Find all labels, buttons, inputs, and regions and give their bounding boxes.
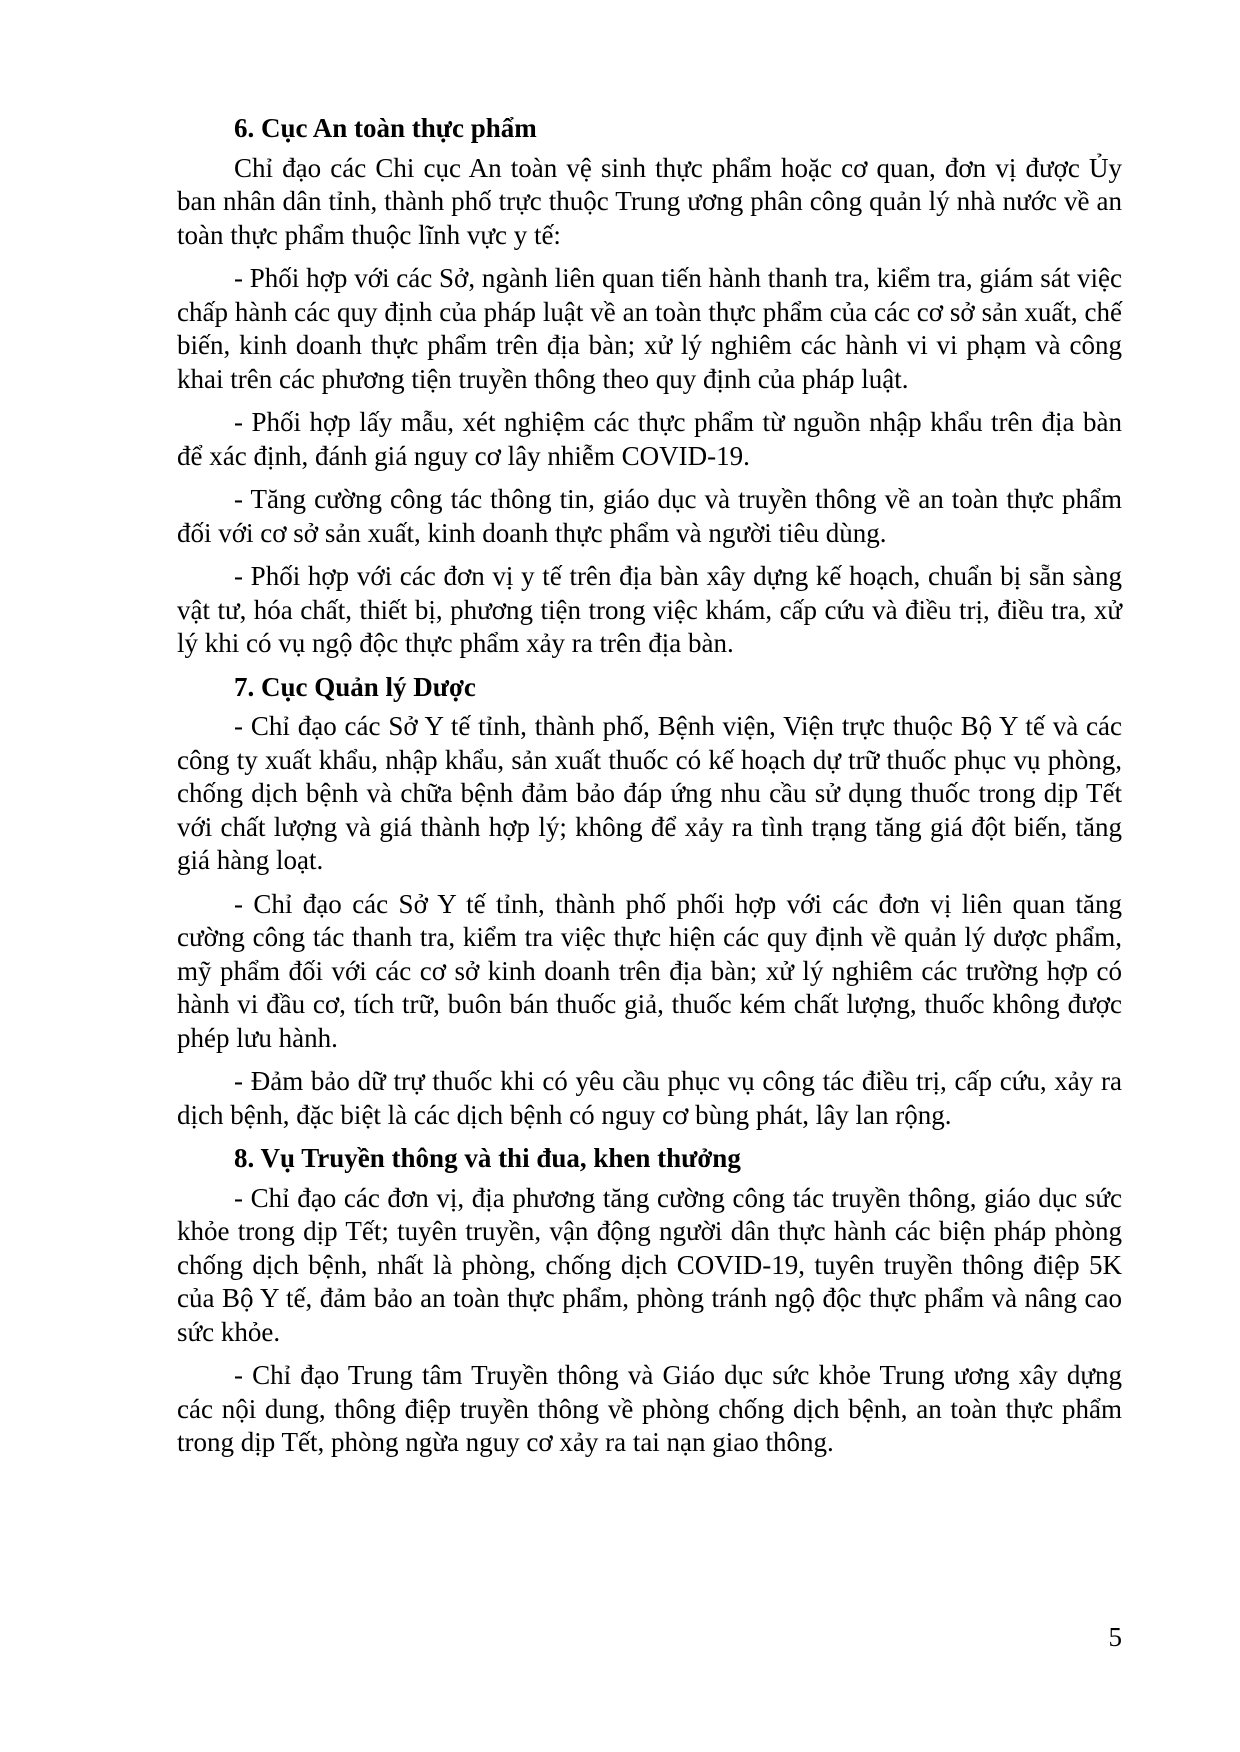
section-heading: 6. Cục An toàn thực phẩm bbox=[234, 113, 537, 143]
page-number: 5 bbox=[1108, 1622, 1122, 1652]
section-communication bbox=[177, 1142, 1122, 1460]
section-heading: 7. Cục Quản lý Dược bbox=[234, 671, 476, 702]
document-page bbox=[177, 112, 1122, 1470]
section-food-safety bbox=[177, 112, 1122, 661]
paragraph: - Tăng cường công tác thông tin, giáo dục và truyền thông về an toàn thực phẩm đối với cơ sở sản xuất, kinh doanh thực phẩm và người tiêu dùng. bbox=[177, 484, 1122, 548]
paragraph: - Phối hợp lấy mẫu, xét nghiệm các thực phẩm từ nguồn nhập khẩu trên địa bàn để xác định, đánh giá nguy cơ lây nhiễm COVID-19. bbox=[177, 407, 1122, 471]
paragraph: - Phối hợp với các đơn vị y tế trên địa bàn xây dựng kế hoạch, chuẩn bị sẵn sàng vật tư, hóa chất, thiết bị, phương tiện trong việc khám, cấp cứu và điều trị, điều tra, xử lý khi có vụ ngộ độc thực phẩm xảy ra trên địa bàn. bbox=[177, 561, 1122, 658]
paragraph: - Chỉ đạo Trung tâm Truyền thông và Giáo dục sức khỏe Trung ương xây dựng các nội dung, thông điệp truyền thông về phòng chống dịch bệnh, an toàn thực phẩm trong dịp Tết, phòng ngừa nguy cơ xảy ra tai nạn giao thông. bbox=[177, 1360, 1122, 1457]
section-drug-administration bbox=[177, 671, 1122, 1133]
paragraph: - Chỉ đạo các đơn vị, địa phương tăng cường công tác truyền thông, giáo dục sức khỏe trong dịp Tết; tuyên truyền, vận động người dân thực hành các biện pháp phòng chống dịch bệnh, nhất là phòng, chống dịch COVID-19, tuyên truyền thông điệp 5K của Bộ Y tế, đảm bảo an toàn thực phẩm, phòng tránh ngộ độc thực phẩm và nâng cao sức khỏe. bbox=[177, 1182, 1122, 1347]
section-heading: 8. Vụ Truyền thông và thi đua, khen thưởng bbox=[234, 1143, 741, 1173]
paragraph: Chỉ đạo các Chi cục An toàn vệ sinh thực phẩm hoặc cơ quan, đơn vị được Ủy ban nhân dân tỉnh, thành phố trực thuộc Trung ương phân công quản lý nhà nước về an toàn thực phẩm thuộc lĩnh vực y tế: bbox=[177, 152, 1122, 250]
paragraph: - Chỉ đạo các Sở Y tế tỉnh, thành phố phối hợp với các đơn vị liên quan tăng cường công tác thanh tra, kiểm tra việc thực hiện các quy định về quản lý dược phẩm, mỹ phẩm đối với các cơ sở kinh doanh trên địa bàn; xử lý nghiêm các trường hợp có hành vi đầu cơ, tích trữ, buôn bán thuốc giả, thuốc kém chất lượng, thuốc không được phép lưu hành. bbox=[177, 888, 1122, 1053]
paragraph: - Đảm bảo dữ trự thuốc khi có yêu cầu phục vụ công tác điều trị, cấp cứu, xảy ra dịch bệnh, đặc biệt là các dịch bệnh có nguy cơ bùng phát, lây lan rộng. bbox=[177, 1066, 1122, 1130]
paragraph: - Chỉ đạo các Sở Y tế tỉnh, thành phố, Bệnh viện, Viện trực thuộc Bộ Y tế và các công ty xuất khẩu, nhập khẩu, sản xuất thuốc có kế hoạch dự trữ thuốc phục vụ phòng, chống dịch bệnh và chữa bệnh đảm bảo đáp ứng nhu cầu sử dụng thuốc trong dịp Tết với chất lượng và giá thành hợp lý; không để xảy ra tình trạng tăng giá đột biến, tăng giá hàng loạt. bbox=[177, 711, 1122, 875]
paragraph: - Phối hợp với các Sở, ngành liên quan tiến hành thanh tra, kiểm tra, giám sát việc chấp hành các quy định của pháp luật về an toàn thực phẩm của các cơ sở sản xuất, chế biến, kinh doanh thực phẩm trên địa bàn; xử lý nghiêm các hành vi vi phạm và công khai trên các phương tiện truyền thông theo quy định của pháp luật. bbox=[177, 263, 1122, 394]
